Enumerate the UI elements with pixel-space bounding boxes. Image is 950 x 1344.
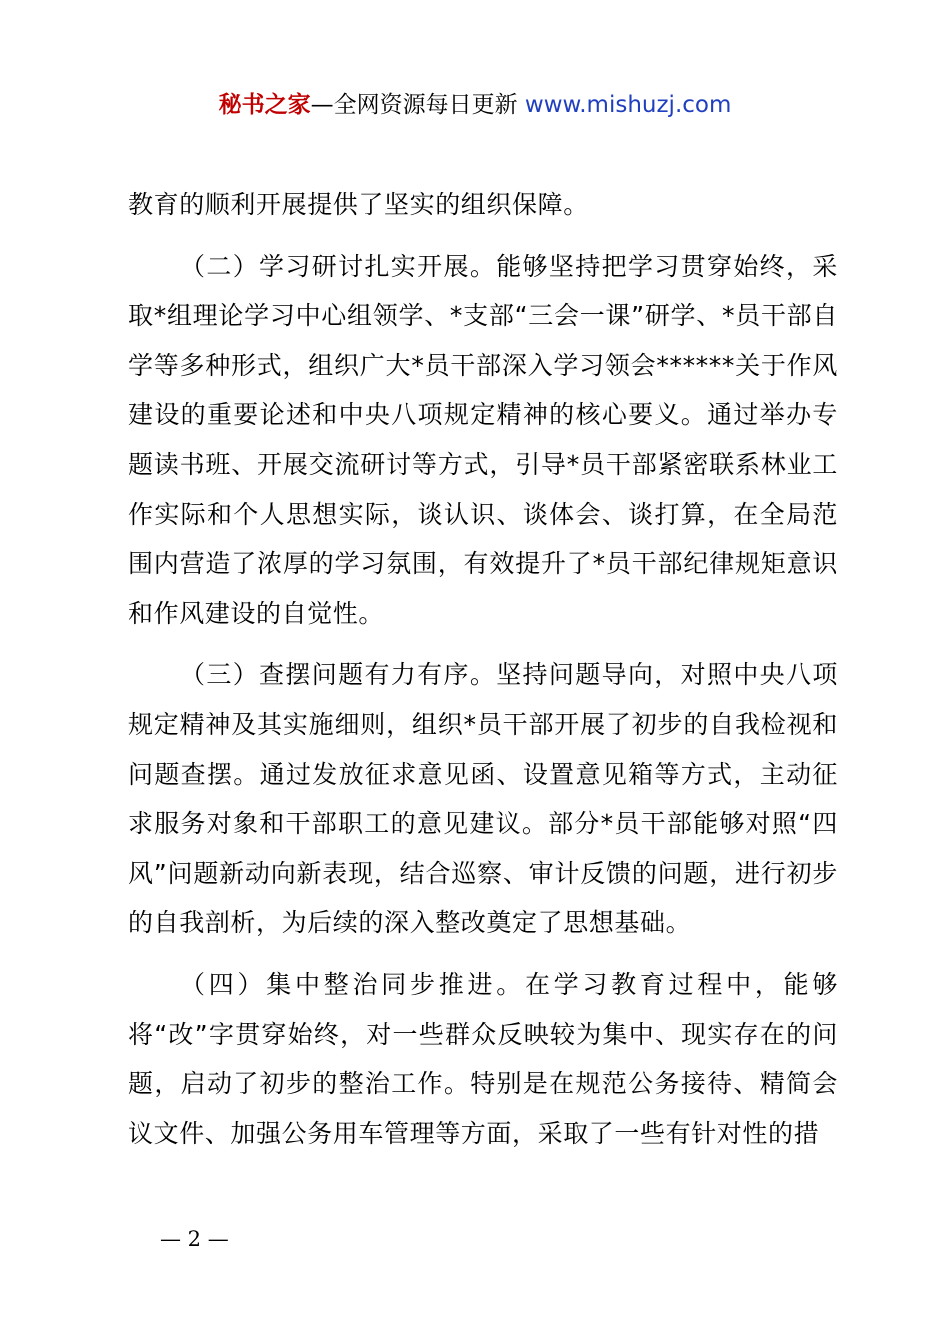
brand-name: 秘书之家 — [218, 92, 311, 118]
header-tagline: —全网资源每日更新 — [310, 92, 525, 118]
paragraph-problem-finding: （三）查摆问题有力有序。坚持问题导向，对照中央八项规定精神及其实施细则，组织*员干部开展了初步的自我检视和问题查摆。通过发放征求意见函、设置意见箱等方式，主动征求服务对象和干部职工的意见建议。部分*员干部能够对照“四风”问题新动向新表现，结合巡察、审计反馈的问题，进行初步的自我剖析，为后续的深入整改奠定了思想基础。 — [128, 660, 838, 938]
site-header — [0, 90, 950, 120]
paragraph-rectification: （四）集中整治同步推进。在学习教育过程中，能够将“改”字贯穿始终，对一些群众反映较为集中、现实存在的问题，启动了初步的整治工作。特别是在规范公务接待、精简会议文件、加强公务用车管理等方面，采取了一些有针对性的措 — [128, 969, 838, 1148]
paragraph-study-discussion: （二）学习研讨扎实开展。能够坚持把学习贯穿始终，采取*组理论学习中心组领学、*支部“三会一课”研学、*员干部自学等多种形式，组织广大*员干部深入学习领会******关于作风建设的重要论述和中央八项规定精神的核心要义。通过举办专题读书班、开展交流研讨等方式，引导*员干部紧密联系林业工作实际和个人思想实际，谈认识、谈体会、谈打算，在全局范围内营造了浓厚的学习氛围，有效提升了*员干部纪律规矩意识和作风建设的自觉性。 — [128, 251, 838, 628]
header-url[interactable]: www.mishuzj.com — [524, 92, 732, 118]
page-number: — 2 — — [160, 1227, 229, 1251]
paragraph-continuation: 教育的顺利开展提供了坚实的组织保障。 — [128, 190, 589, 219]
document-body — [128, 180, 838, 1158]
